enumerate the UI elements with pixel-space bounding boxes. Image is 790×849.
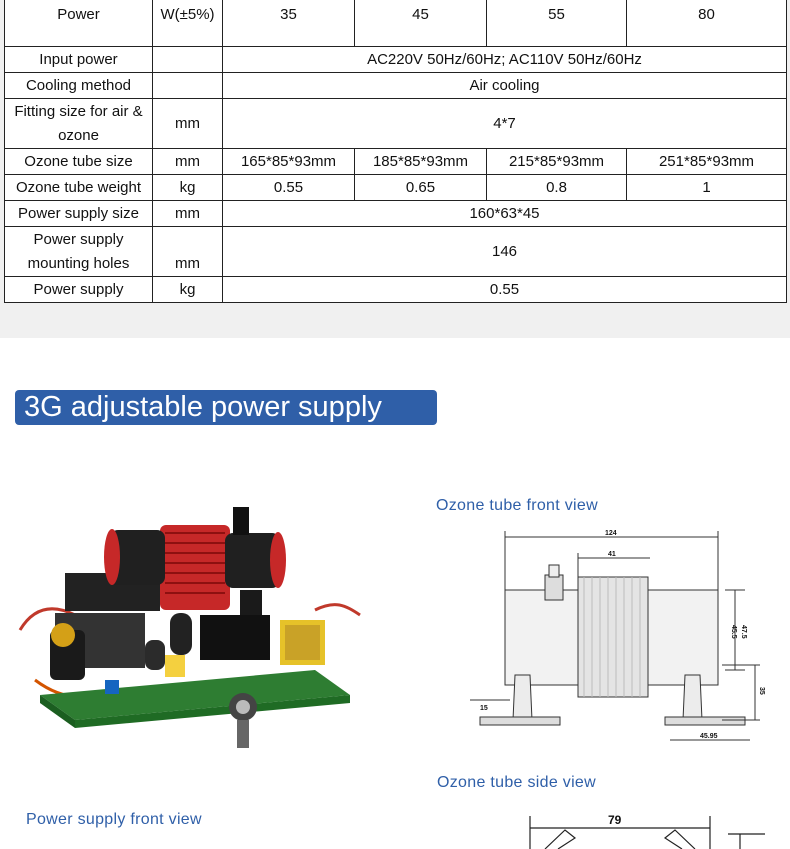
caption-psu-front-view: Power supply front view bbox=[26, 811, 202, 828]
header-value: 55 bbox=[487, 0, 627, 47]
row-value: 185*85*93mm bbox=[355, 149, 487, 175]
row-merged-value: AC220V 50Hz/60Hz; AC110V 50Hz/60Hz bbox=[223, 47, 787, 73]
table-row bbox=[5, 99, 787, 149]
caption-side-view: Ozone tube side view bbox=[437, 774, 596, 791]
dim-fan-width: 41 bbox=[608, 551, 616, 558]
table-row bbox=[5, 277, 787, 303]
header-label: Power bbox=[5, 0, 153, 47]
row-unit: mm bbox=[153, 149, 223, 175]
row-unit: kg bbox=[153, 277, 223, 303]
dim-side-width: 79 bbox=[608, 813, 622, 827]
table-row bbox=[5, 201, 787, 227]
header-value: 45 bbox=[355, 0, 487, 47]
table-header-row bbox=[5, 0, 787, 47]
row-value: 0.65 bbox=[355, 175, 487, 201]
row-label: Power supply size bbox=[5, 201, 153, 227]
row-label: Power supply bbox=[5, 277, 153, 303]
row-value: 215*85*93mm bbox=[487, 149, 627, 175]
table-row bbox=[5, 149, 787, 175]
row-merged-value: 0.55 bbox=[223, 277, 787, 303]
dim-base-height: 35 bbox=[758, 687, 765, 695]
spec-table bbox=[4, 0, 787, 303]
row-value: 251*85*93mm bbox=[627, 149, 787, 175]
row-unit: kg bbox=[153, 175, 223, 201]
row-label: Ozone tube weight bbox=[5, 175, 153, 201]
header-unit: W(±5%) bbox=[153, 0, 223, 47]
table-row bbox=[5, 227, 787, 277]
table-row bbox=[5, 47, 787, 73]
dim-foot-span: 45.95 bbox=[700, 733, 718, 740]
row-merged-value: Air cooling bbox=[223, 73, 787, 99]
row-merged-value: 146 bbox=[223, 227, 787, 277]
dim-height-a: 47.5 bbox=[740, 625, 747, 639]
row-value: 0.55 bbox=[223, 175, 355, 201]
caption-front-view: Ozone tube front view bbox=[436, 497, 598, 514]
dim-overall-width: 124 bbox=[605, 530, 617, 537]
header-value: 80 bbox=[627, 0, 787, 47]
spec-panel bbox=[0, 0, 790, 338]
row-unit bbox=[153, 47, 223, 73]
row-unit: mm bbox=[153, 201, 223, 227]
table-row bbox=[5, 175, 787, 201]
power-supply-product-image bbox=[15, 495, 380, 760]
section-title: 3G adjustable power supply bbox=[24, 391, 382, 423]
row-label: Input power bbox=[5, 47, 153, 73]
table-row bbox=[5, 73, 787, 99]
row-label: Fitting size for air & ozone bbox=[5, 99, 153, 149]
row-label: Power supply mounting holes bbox=[5, 227, 153, 277]
row-unit: mm bbox=[153, 99, 223, 149]
ozone-tube-side-view-drawing bbox=[520, 808, 770, 849]
row-value: 1 bbox=[627, 175, 787, 201]
row-unit bbox=[153, 73, 223, 99]
dim-height-b: 45.5 bbox=[730, 625, 737, 639]
row-label: Cooling method bbox=[5, 73, 153, 99]
row-merged-value: 160*63*45 bbox=[223, 201, 787, 227]
row-unit: mm bbox=[153, 227, 223, 277]
row-label: Ozone tube size bbox=[5, 149, 153, 175]
dim-foot-height: 15 bbox=[480, 705, 488, 712]
section-title-banner bbox=[15, 390, 437, 425]
row-merged-value: 4*7 bbox=[223, 99, 787, 149]
ozone-tube-front-view-drawing bbox=[460, 525, 780, 750]
row-value: 165*85*93mm bbox=[223, 149, 355, 175]
row-value: 0.8 bbox=[487, 175, 627, 201]
header-value: 35 bbox=[223, 0, 355, 47]
